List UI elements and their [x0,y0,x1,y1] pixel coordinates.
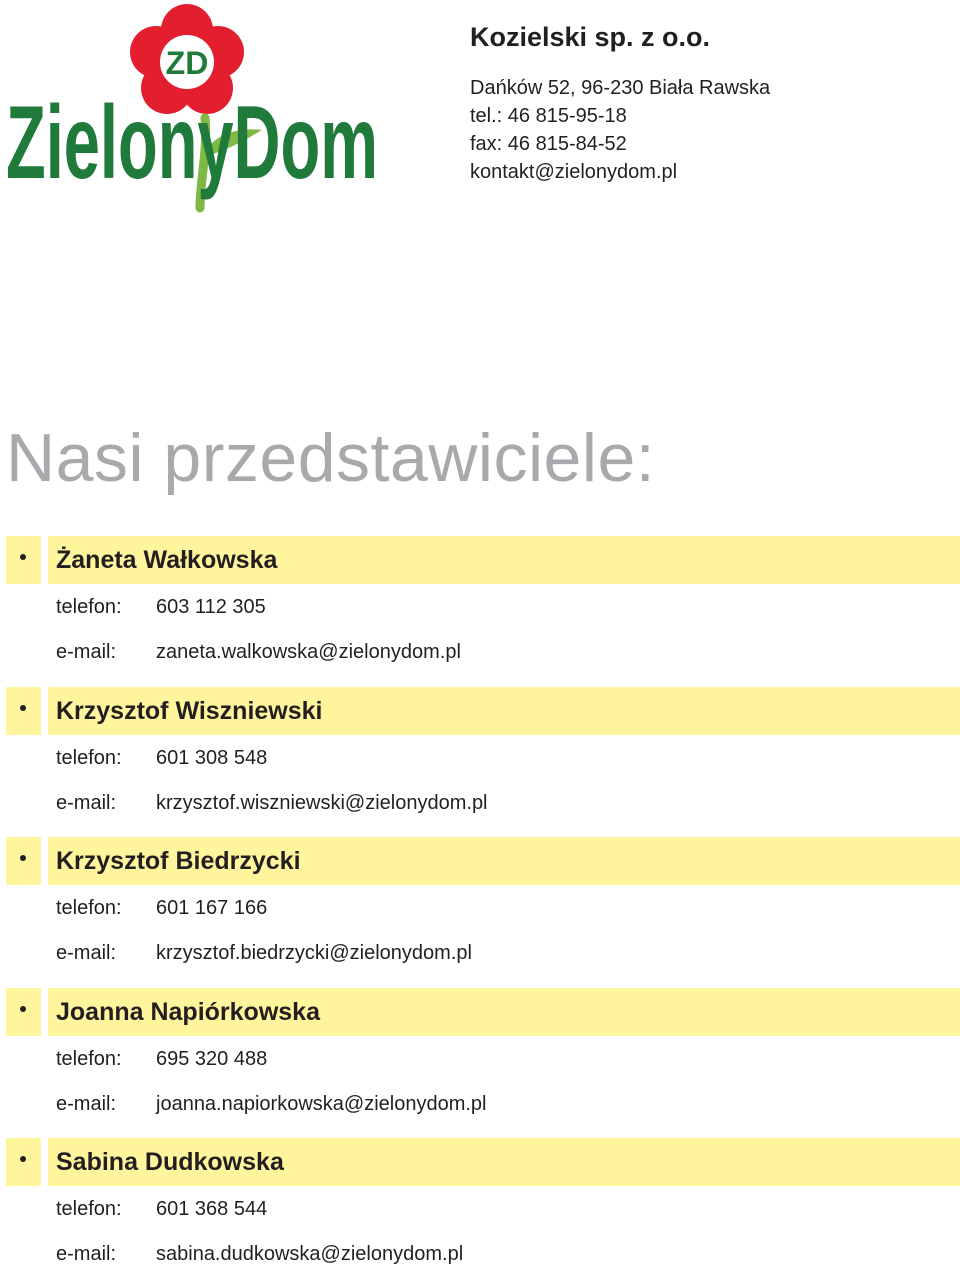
zielonydom-logo [0,0,390,215]
representative-name: Joanna Napiórkowska [56,998,320,1026]
phone-value[interactable]: 601 167 166 [156,897,268,919]
representative-card [0,988,960,1134]
email-label: e-mail: [56,641,117,663]
bullet-icon [20,705,26,711]
phone-value[interactable]: 601 368 544 [156,1198,268,1220]
email-value[interactable]: sabina.dudkowska@zielonydom.pl [156,1243,464,1265]
representative-card [0,536,960,682]
bullet-icon [20,855,26,861]
representative-card [0,1138,960,1284]
email-label: e-mail: [56,792,117,814]
logo-flower-letters: ZD [165,45,209,81]
phone-label: telefon: [56,897,122,919]
bullet-icon [20,1156,26,1162]
representative-card [0,687,960,833]
representative-card [0,837,960,983]
phone-label: telefon: [56,1048,122,1070]
email-value[interactable]: zaneta.walkowska@zielonydom.pl [156,641,461,663]
representative-name: Żaneta Wałkowska [56,546,278,574]
company-name: Kozielski sp. z o.o. [470,22,711,52]
email-label: e-mail: [56,1093,117,1115]
phone-label: telefon: [56,1198,122,1220]
email-value[interactable]: krzysztof.wiszniewski@zielonydom.pl [156,792,488,814]
logo-wordmark: ZielonyDom [6,85,378,201]
phone-value[interactable]: 603 112 305 [156,596,266,618]
phone-value[interactable]: 695 320 488 [156,1048,268,1070]
representative-name: Krzysztof Wiszniewski [56,697,323,725]
company-email[interactable]: kontakt@zielonydom.pl [470,161,678,183]
bullet-icon [20,554,26,560]
company-fax: fax: 46 815-84-52 [470,133,627,155]
representative-name: Sabina Dudkowska [56,1148,284,1176]
phone-value[interactable]: 601 308 548 [156,747,268,769]
company-info [470,20,950,186]
representative-name: Krzysztof Biedrzycki [56,847,301,875]
email-label: e-mail: [56,942,117,964]
phone-label: telefon: [56,747,122,769]
email-value[interactable]: krzysztof.biedrzycki@zielonydom.pl [156,942,472,964]
bullet-icon [20,1006,26,1012]
phone-label: telefon: [56,596,122,618]
email-value[interactable]: joanna.napiorkowska@zielonydom.pl [156,1093,487,1115]
email-label: e-mail: [56,1243,117,1265]
company-address: Dańków 52, 96-230 Biała Rawska [470,77,771,99]
section-title: Nasi przedstawiciele: [6,420,656,496]
company-phone: tel.: 46 815-95-18 [470,105,627,127]
